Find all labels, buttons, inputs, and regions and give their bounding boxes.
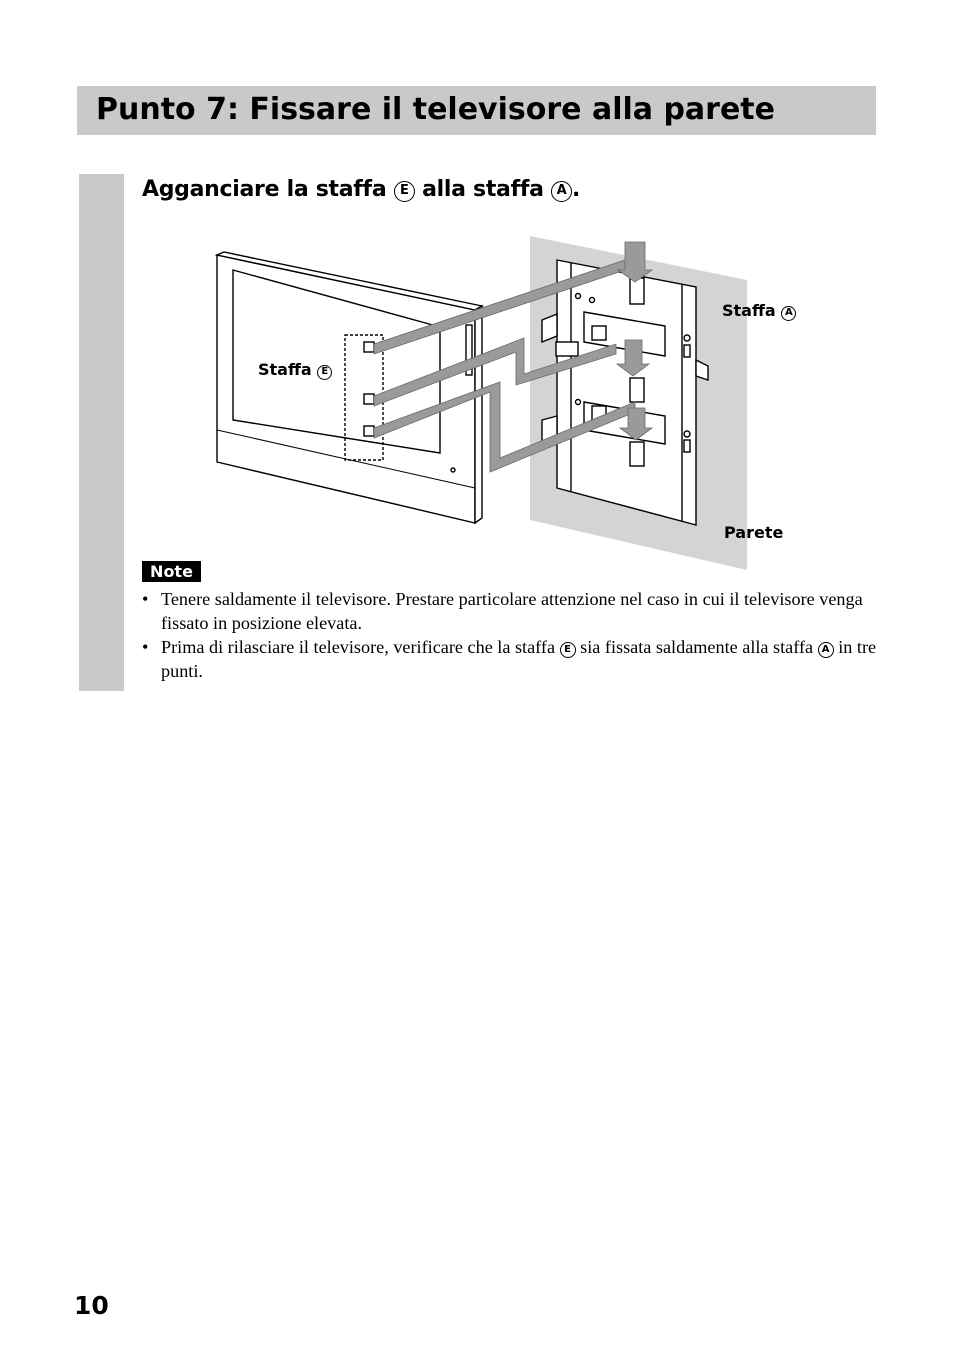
staffa-e-symbol: E (317, 365, 332, 380)
bracket-e-symbol: E (560, 642, 576, 658)
tv-set (217, 252, 482, 523)
staffa-a-symbol: A (781, 306, 796, 321)
note-bullet: • (142, 589, 149, 609)
notes-list (142, 587, 882, 683)
note-item-text-b: sia fissata saldamente alla staffa (580, 637, 814, 657)
bracket-a-symbol: A (551, 181, 572, 202)
note-item (142, 635, 882, 683)
label-staffa-a (722, 301, 796, 321)
note-badge: Note (142, 561, 201, 582)
note-item-text-c: in tre punti. (161, 637, 877, 681)
label-staffa-a-text: Staffa (722, 301, 776, 320)
label-parete: Parete (724, 523, 784, 542)
step-heading-text-b: alla staffa (422, 177, 544, 202)
note-item (142, 587, 882, 635)
page-number: 10 (74, 1291, 109, 1320)
page-title: Punto 7: Fissare il televisore alla parete (96, 92, 775, 127)
bracket-e-symbol: E (394, 181, 415, 202)
label-staffa-e-text: Staffa (258, 360, 312, 379)
bracket-a-symbol: A (818, 642, 834, 658)
step-heading (142, 172, 580, 208)
note-item-text-a: Prima di rilasciare il televisore, verificare che la staffa (161, 637, 556, 657)
mounting-diagram (200, 230, 800, 570)
step-heading-end: . (572, 177, 581, 202)
wall-bracket-a (542, 260, 708, 525)
label-staffa-e (258, 360, 332, 380)
step-heading-text-a: Agganciare la staffa (142, 177, 387, 202)
note-item-text: Tenere saldamente il televisore. Prestare particolare attenzione nel caso in cui il televisore venga fissato in posizione elevata. (161, 589, 863, 633)
step-sidebar-bar (79, 174, 124, 691)
note-bullet: • (142, 637, 149, 657)
